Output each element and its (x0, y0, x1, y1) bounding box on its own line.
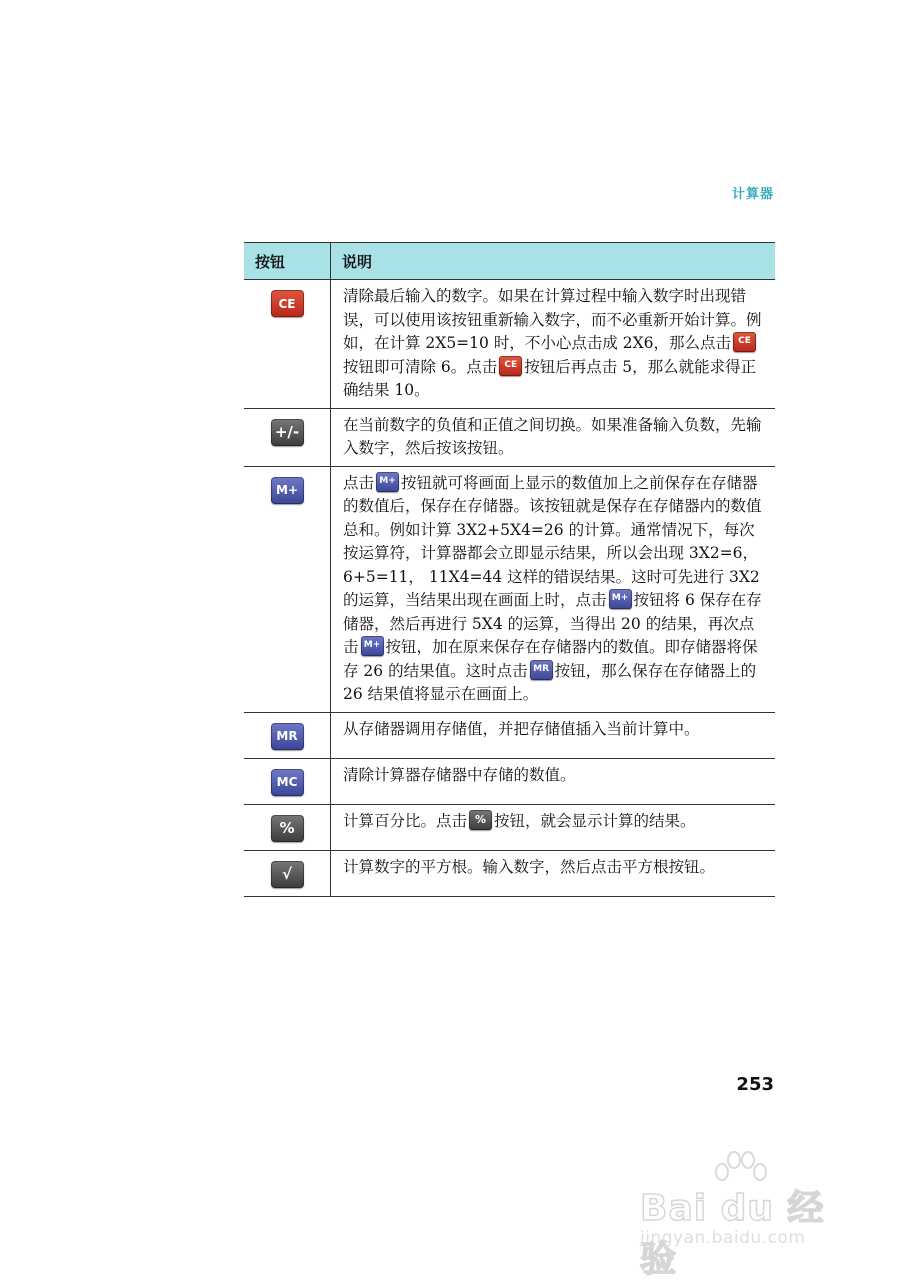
description-text: 按钮，那么保存在存储器上的 26 结果值将显示在画面上。 (343, 661, 757, 703)
description-text: 按钮，就会显示计算的结果。 (494, 811, 696, 830)
watermark-url: jingyan.baidu.com (640, 1228, 806, 1248)
table-row (244, 408, 775, 466)
description-cell: 计算数字的平方根。输入数字，然后点击平方根按钮。 (331, 850, 776, 896)
m-plus-key-inline-icon: M+ (376, 472, 399, 492)
description-cell: 清除计算器存储器中存储的数值。 (331, 758, 776, 804)
description-text: 计算百分比。点击 (343, 811, 468, 830)
description-text: 按钮将 6 保存在存储器，然后再进行 5X4 的运算，当得出 20 的结果，再次点击 (343, 591, 762, 656)
m-plus-key-inline-icon: M+ (361, 636, 384, 656)
description-cell: 在当前数字的负值和正值之间切换。如果准备输入负数，先输入数字，然后按该按钮。 (331, 408, 776, 466)
key-cell (244, 758, 331, 804)
table-row (244, 850, 775, 896)
ce-key-inline-icon: CE (499, 356, 522, 376)
key-cell (244, 712, 331, 758)
watermark-brand: Bai du 经验 (640, 1188, 825, 1280)
description-text: 按钮即可清除 6。点击 (343, 357, 498, 376)
page-number: 253 (736, 1074, 774, 1095)
ce-key-inline-icon: CE (733, 332, 756, 352)
mc-key-icon: MC (271, 769, 304, 796)
description-text: 点击 (343, 473, 375, 492)
description-cell: 从存储器调用存储值，并把存储值插入当前计算中。 (331, 712, 776, 758)
baidu-watermark (640, 1150, 850, 1280)
description-cell (331, 466, 776, 712)
description-text: 按钮就可将画面上显示的数值加上之前保存在存储器的数值后，保存在存储器。该按钮就是保存在存储器内的数值总和。例如计算 3X2+5X4=26 的计算。通常情况下，每次按运算符，计算器都会立即显示结果，所以会出现 3X2=6， 6+5=11， 11X4=44 这样的错误结果。这时可先进行 3X2 的运算，当结果出现在画面上时，点击 (343, 473, 762, 609)
mr-key-icon: MR (271, 723, 304, 750)
running-header-title: 计算器 (731, 187, 774, 202)
description-cell (331, 804, 776, 850)
column-header-description: 说明 (331, 243, 776, 280)
m-plus-key-icon: M+ (271, 477, 304, 504)
table-row (244, 280, 775, 409)
mr-key-inline-icon: MR (530, 660, 553, 680)
square-root-key-icon: √ (271, 861, 304, 888)
plus-minus-key-icon: +/- (271, 419, 304, 446)
description-cell (331, 280, 776, 409)
percent-key-inline-icon: % (469, 810, 492, 830)
percent-key-icon: % (271, 815, 304, 842)
key-cell (244, 804, 331, 850)
key-cell (244, 408, 331, 466)
table-row (244, 758, 775, 804)
column-header-button: 按钮 (244, 243, 331, 280)
description-text: 清除最后输入的数字。如果在计算过程中输入数字时出现错误，可以使用该按钮重新输入数字，而不必重新开始计算。例如，在计算 2X5=10 时，不小心点击成 2X6，那么点击 (343, 287, 762, 352)
key-cell (244, 850, 331, 896)
table-row (244, 804, 775, 850)
table-row (244, 466, 775, 712)
table-row (244, 712, 775, 758)
key-cell (244, 466, 331, 712)
table-header-row (244, 243, 775, 280)
ce-key-icon: CE (271, 290, 304, 317)
m-plus-key-inline-icon: M+ (609, 589, 632, 609)
description-text: 按钮后再点击 5，那么就能求得正确结果 10。 (343, 357, 757, 399)
button-description-table (244, 242, 775, 897)
key-cell (244, 280, 331, 409)
description-text: 按钮，加在原来保存在存储器内的数值。即存储器将保存 26 的结果值。这时点击 (343, 638, 758, 680)
